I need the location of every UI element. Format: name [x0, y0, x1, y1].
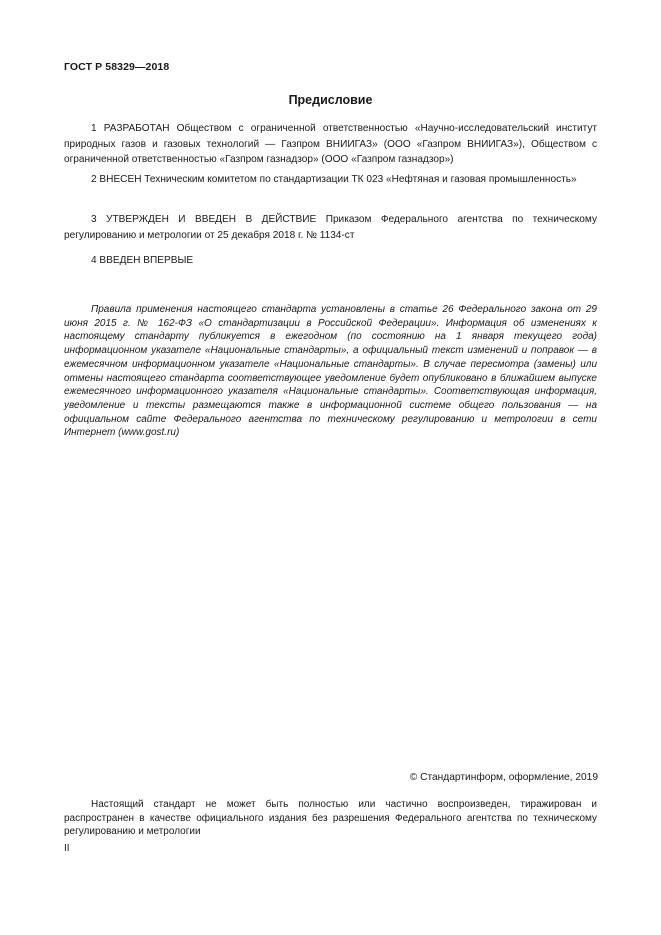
preface-item-approved: 3 УТВЕРЖДЕН И ВВЕДЕН В ДЕЙСТВИЕ Приказом Федерального агентства по техническому регулированию и метрологии от 25 декабря 2018 г. № 1134-ст	[64, 214, 597, 241]
standard-code: ГОСТ Р 58329—2018	[64, 61, 170, 73]
page-title: Предисловие	[288, 93, 373, 107]
preface-item-submitted: 2 ВНЕСЕН Техническим комитетом по стандартизации ТК 023 «Нефтяная и газовая промышленность»	[91, 174, 577, 185]
preface-item-developed: 1 РАЗРАБОТАН Обществом с ограниченной ответственностью «Научно-исследовательский институт природных газов и газовых технологий — Газпром ВНИИГАЗ» (ООО «Газпром ВНИИГАЗ»), Обществом с ограниченной ответственностью «Газпром газнадзор» (ООО «Газпром газнадзор»)	[64, 123, 597, 166]
copyright-line: © Стандартинформ, оформление, 2019	[409, 772, 598, 783]
reproduction-notice: Настоящий стандарт не может быть полностью или частично воспроизведен, тиражирован и распространен в качестве официального издания без разрешения Федерального агентства по техническому регулированию и метрологии	[64, 799, 597, 838]
preface-item-introduced: 4 ВВЕДЕН ВПЕРВЫЕ	[91, 255, 194, 266]
application-rules-notice: Правила применения настоящего стандарта установлены в статье 26 Федерального закона от 29 июня 2015 г. № 162-ФЗ «О стандартизации в Российской Федерации». Информация об изменениях к настоящему стандарту публикуется в ежегодном (по состоянию на 1 января текущего года) информационном указателе «Национальные стандарты», а официальный текст изменений и поправок — в ежемесячном информационном указателе «Национальные стандарты». В случае пересмотра (замены) или отмены настоящего стандарта соответствующее уведомление будет опубликовано в ближайшем выпуске ежемесячного информационного указателя «Национальные стандарты». Соответствующая информация, уведомление и тексты размещаются также в информационной системе общего пользования — на официальном сайте Федерального агентства по техническому регулированию и метрологии в сети Интернет (www.gost.ru)	[64, 304, 597, 439]
page-number: II	[64, 843, 70, 854]
